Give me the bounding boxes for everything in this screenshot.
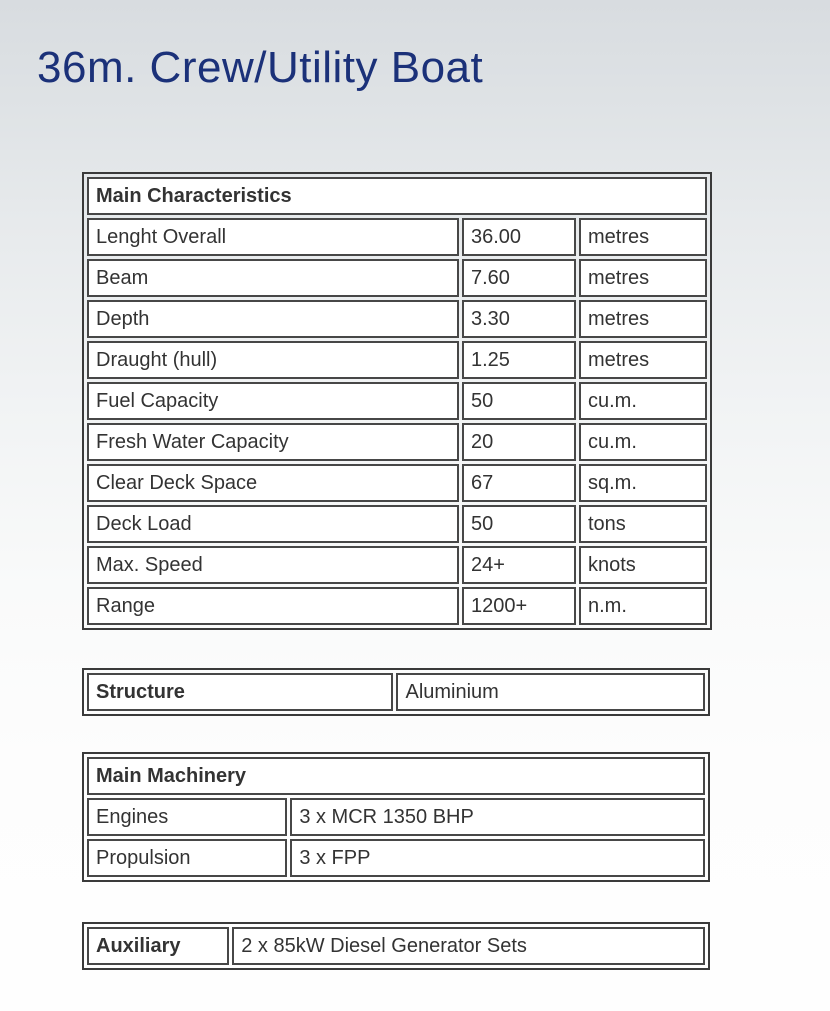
spec-value: 50 xyxy=(462,382,576,420)
main-machinery-table xyxy=(82,752,710,882)
spec-unit: n.m. xyxy=(579,587,707,625)
spec-label: Propulsion xyxy=(87,839,287,877)
table-row xyxy=(87,423,707,461)
spec-label: Beam xyxy=(87,259,459,297)
content-area xyxy=(82,172,712,970)
page-title: 36m. Crew/Utility Boat xyxy=(37,43,484,92)
spec-label: Range xyxy=(87,587,459,625)
spec-label: Deck Load xyxy=(87,505,459,543)
table-row xyxy=(87,259,707,297)
main-machinery-header: Main Machinery xyxy=(87,757,705,795)
spec-unit: metres xyxy=(579,300,707,338)
main-characteristics-table xyxy=(82,172,712,630)
spec-value: 1200+ xyxy=(462,587,576,625)
table-row xyxy=(87,382,707,420)
structure-table xyxy=(82,668,710,716)
spec-unit: tons xyxy=(579,505,707,543)
table-row xyxy=(87,505,707,543)
spec-unit: cu.m. xyxy=(579,382,707,420)
table-row xyxy=(87,546,707,584)
spec-value: 50 xyxy=(462,505,576,543)
spec-unit: sq.m. xyxy=(579,464,707,502)
spec-value: 24+ xyxy=(462,546,576,584)
spec-value: 20 xyxy=(462,423,576,461)
spec-unit: metres xyxy=(579,259,707,297)
table-row xyxy=(87,464,707,502)
spec-value: 3 x MCR 1350 BHP xyxy=(290,798,705,836)
auxiliary-label: Auxiliary xyxy=(87,927,229,965)
table-row xyxy=(87,673,705,711)
spec-label: Engines xyxy=(87,798,287,836)
structure-label: Structure xyxy=(87,673,393,711)
spec-unit: cu.m. xyxy=(579,423,707,461)
spec-label: Clear Deck Space xyxy=(87,464,459,502)
spec-label: Lenght Overall xyxy=(87,218,459,256)
table-header-row xyxy=(87,757,705,795)
spec-value: 3.30 xyxy=(462,300,576,338)
spec-value: 67 xyxy=(462,464,576,502)
spec-value: 3 x FPP xyxy=(290,839,705,877)
table-row xyxy=(87,300,707,338)
spec-value: 36.00 xyxy=(462,218,576,256)
structure-value: Aluminium xyxy=(396,673,705,711)
auxiliary-value: 2 x 85kW Diesel Generator Sets xyxy=(232,927,705,965)
auxiliary-table xyxy=(82,922,710,970)
table-row xyxy=(87,218,707,256)
spec-label: Depth xyxy=(87,300,459,338)
table-row xyxy=(87,839,705,877)
spec-value: 1.25 xyxy=(462,341,576,379)
table-row xyxy=(87,798,705,836)
spec-unit: metres xyxy=(579,341,707,379)
spec-unit: metres xyxy=(579,218,707,256)
spec-label: Fuel Capacity xyxy=(87,382,459,420)
table-row xyxy=(87,927,705,965)
spec-value: 7.60 xyxy=(462,259,576,297)
table-row xyxy=(87,587,707,625)
spec-label: Fresh Water Capacity xyxy=(87,423,459,461)
table-row xyxy=(87,341,707,379)
main-characteristics-header: Main Characteristics xyxy=(87,177,707,215)
spec-label: Max. Speed xyxy=(87,546,459,584)
spec-label: Draught (hull) xyxy=(87,341,459,379)
spec-unit: knots xyxy=(579,546,707,584)
table-header-row xyxy=(87,177,707,215)
